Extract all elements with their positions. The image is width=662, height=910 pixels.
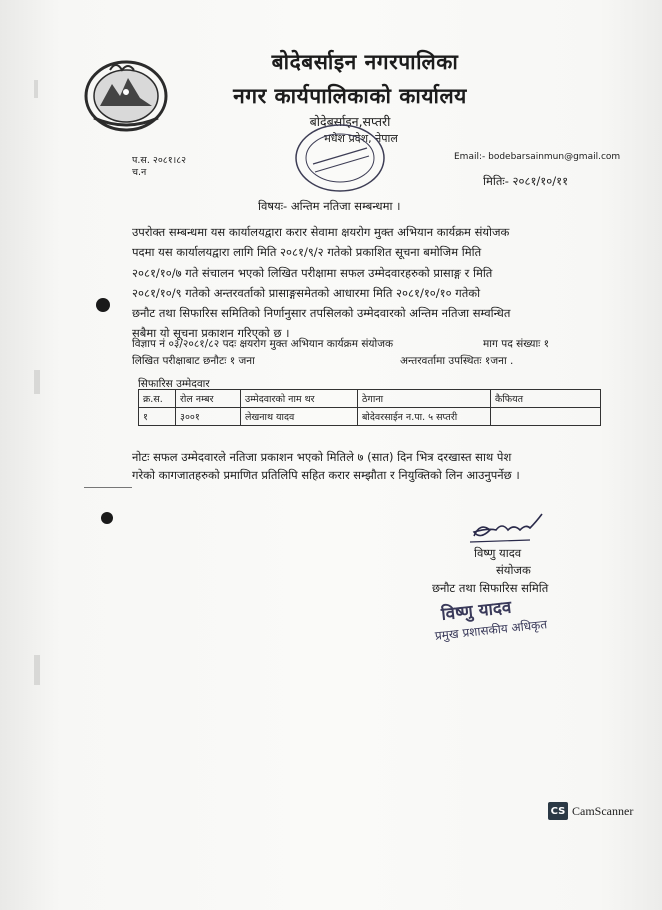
table-header: रोल नम्बर <box>176 390 241 408</box>
table-cell: १ <box>139 408 176 426</box>
nepal-emblem-icon <box>82 56 170 134</box>
table-header: कैफियत <box>491 390 601 408</box>
note-paragraph <box>132 448 577 484</box>
body-paragraph <box>132 222 587 344</box>
table-header: क्र.स. <box>139 390 176 408</box>
signatory-committee: छनौट तथा सिफारिस समिति <box>432 581 549 595</box>
subject-line: विषयः- अन्तिम नतिजा सम्बन्धमा । <box>258 199 401 213</box>
body-line: २०८१/१०/७ गते संचालन भएको लिखित परीक्षामा सफल उम्मेदवारहरुको प्रासाङ्ग र मिति <box>132 265 493 280</box>
office-name: नगर कार्यपालिकाको कार्यालय <box>233 84 467 108</box>
vacancy-line: विज्ञाप नं ०३/२०८१/८२ पदः क्षयरोग मुक्त अभियान कार्यक्रम संयोजक <box>132 338 394 350</box>
letter-date: मितिः- २०८१/१०/११ <box>483 174 569 188</box>
signatory-role: संयोजक <box>496 563 531 577</box>
district-line: बोदेबर्साइन,सप्तरी <box>309 114 391 129</box>
written-selected: लिखित परीक्षाबाट छनौटः १ जना <box>132 355 255 367</box>
dispatch-number: च.न <box>132 167 147 178</box>
municipality-name: बोदेबर्साइन नगरपालिका <box>271 50 459 74</box>
camscanner-logo-icon: CS <box>548 802 568 820</box>
interview-present: अन्तरवर्तामा उपस्थितः १जना . <box>400 355 514 367</box>
body-line: २०८१/१०/९ गतेको अन्तरवर्ताको प्रासाङ्गसमेतको आधारमा मिति २०८१/१०/१० गतेको <box>132 285 481 300</box>
table-header: उम्मेदवारको नाम थर <box>241 390 358 408</box>
result-table <box>138 389 601 426</box>
body-line: सबैमा यो सूचना प्रकाशन गरिएको छ । <box>132 326 290 341</box>
table-cell <box>491 408 601 426</box>
note-line: गरेको कागजातहरुको प्रमाणित प्रतिलिपि सहित करार सम्झौता र नियुक्तिको लिन आउनुपर्नेछ । <box>132 468 520 482</box>
reference-number: प.स. २०८१।८२ <box>132 155 187 166</box>
table-cell: लेखनाथ यादव <box>241 408 358 426</box>
signatory-name: विष्णु यादव <box>474 546 522 560</box>
table-header-row <box>139 390 601 408</box>
email-address: Email:- bodebarsainmun@gmail.com <box>454 152 621 162</box>
table-cell: ३००१ <box>176 408 241 426</box>
punch-hole <box>101 512 113 524</box>
body-line: उपरोक्त सम्बन्धमा यस कार्यालयद्वारा करार सेवामा क्षयरोग मुक्त अभियान कार्यक्रम संयोजक <box>132 225 510 239</box>
note-line: नोटः सफल उम्मेदवारले नतिजा प्रकाशन भएको मितिले ७ (सात) दिन भित्र दरखास्त साथ पेश <box>132 450 512 464</box>
scan-speck <box>84 487 132 488</box>
camscanner-watermark <box>548 801 633 821</box>
body-line: पदमा यस कार्यालयद्वारा लागि मिति २०८१/९/२ गतेको प्रकाशित सूचना बमोजिम मिति <box>132 245 482 260</box>
officer-stamp-role: प्रमुख प्रशासकीय अधिकृत <box>434 617 548 643</box>
camscanner-text: CamScanner <box>572 803 634 818</box>
table-cell: बोदेवरसाईन न.पा. ५ सप्तरी <box>358 408 491 426</box>
officer-stamp-name: विष्णु यादव <box>440 597 513 625</box>
scan-edge <box>34 370 40 394</box>
scan-edge <box>34 80 38 98</box>
table-row <box>139 408 601 426</box>
body-line: छनौट तथा सिफारिस समितिको निर्णानुसार तपसिलको उम्मेदवारको अन्तिम नतिजा सम्वन्धित <box>132 306 511 321</box>
recommended-label: सिफारिस उम्मेदवार <box>138 378 210 390</box>
vacancy-demand: माग पद संख्याः १ <box>483 338 550 350</box>
province-line: मधेश प्रदेश, नेपाल <box>324 132 398 145</box>
office-stamp-icon <box>285 118 395 196</box>
signature-icon <box>460 510 560 550</box>
punch-hole <box>96 298 110 312</box>
scan-edge <box>34 655 40 685</box>
table-header: ठेगाना <box>358 390 491 408</box>
